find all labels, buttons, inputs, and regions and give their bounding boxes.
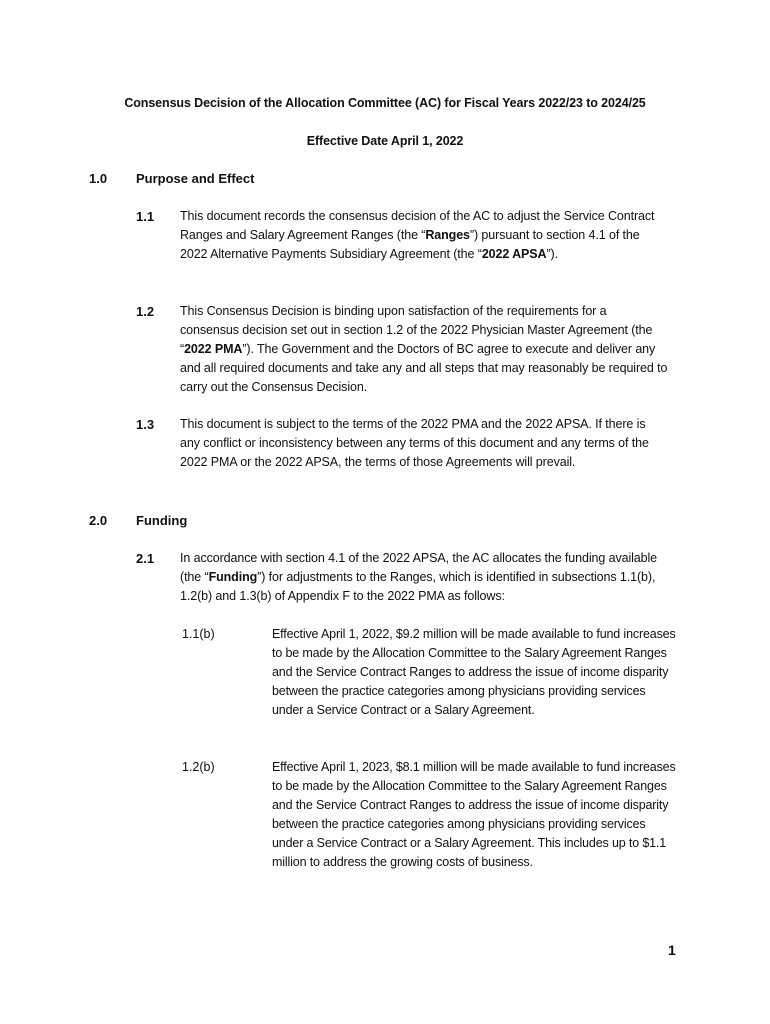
- section-heading: Purpose and Effect: [136, 171, 255, 186]
- subsection-text: Effective April 1, 2023, $8.1 million will be made available to fund increases to be made by the Allocation Committee to the Salary Agreement Ranges and the Service Contract Ranges to address the issue of income disparity between the practice categories among physicians providing services under a Service Contract or a Salary Agreement. This includes up to $1.1 million to address the growing costs of business.: [272, 760, 676, 869]
- page-number: 1: [668, 942, 676, 958]
- paragraph-2-1: [180, 549, 668, 606]
- paragraph-1-1: [180, 207, 668, 264]
- paragraph-text: This Consensus Decision is binding upon satisfaction of the requirements for a consensus decision set out in section 1.2 of the 2022 Physician Master Agreement (the “: [180, 304, 653, 356]
- defined-term: 2022 PMA: [184, 342, 243, 356]
- paragraph-number: 2.1: [136, 551, 155, 566]
- paragraph-number: 1.1: [136, 209, 155, 224]
- subsection-label: 1.2(b): [182, 760, 215, 774]
- paragraph-text: This document records the consensus decision of the AC to adjust the Service Contract Ranges and Salary Agreement Ranges (the “: [180, 209, 655, 242]
- defined-term: Funding: [208, 570, 258, 584]
- paragraph-number: 1.3: [136, 417, 155, 432]
- paragraph-text: ”). The Government and the Doctors of BC agree to execute and deliver any and all required documents and take any and all steps that may reasonably be required to carry out the Consensus Decision.: [180, 342, 668, 394]
- section-number: 1.0: [89, 171, 108, 186]
- defined-term: 2022 APSA: [481, 247, 547, 261]
- document-title: Consensus Decision of the Allocation Committee (AC) for Fiscal Years 2022/23 to 2024/25: [124, 96, 646, 110]
- section-number: 2.0: [89, 513, 108, 528]
- paragraph-1-2: [180, 302, 668, 397]
- subsection-label: 1.1(b): [182, 627, 215, 641]
- paragraph-text: ”) pursuant to section 4.1 of the 2022 Alternative Payments Subsidiary Agreement (the “: [180, 228, 640, 261]
- section-heading: Funding: [136, 513, 188, 528]
- defined-term: Ranges: [425, 228, 470, 242]
- paragraph-text: ”).: [546, 247, 558, 261]
- subsection-text: Effective April 1, 2022, $9.2 million will be made available to fund increases to be made by the Allocation Committee to the Salary Agreement Ranges and the Service Contract Ranges to address the issue of income disparity between the practice categories among physicians providing services under a Service Contract or a Salary Agreement.: [272, 627, 676, 717]
- paragraph-text: In accordance with section 4.1 of the 2022 APSA, the AC allocates the funding available (the “: [180, 551, 658, 584]
- paragraph-1-3: [180, 415, 668, 472]
- paragraph-text: ”) for adjustments to the Ranges, which is identified in subsections 1.1(b), 1.2(b) and 1.3(b) of Appendix F to the 2022 PMA as follows:: [180, 570, 656, 603]
- effective-date: Effective Date April 1, 2022: [306, 134, 464, 148]
- paragraph-text: This document is subject to the terms of the 2022 PMA and the 2022 APSA. If there is any conflict or inconsistency between any terms of this document and any terms of the 2022 PMA or the 2022 APSA, the terms of those Agreements will prevail.: [180, 417, 649, 469]
- paragraph-number: 1.2: [136, 304, 155, 319]
